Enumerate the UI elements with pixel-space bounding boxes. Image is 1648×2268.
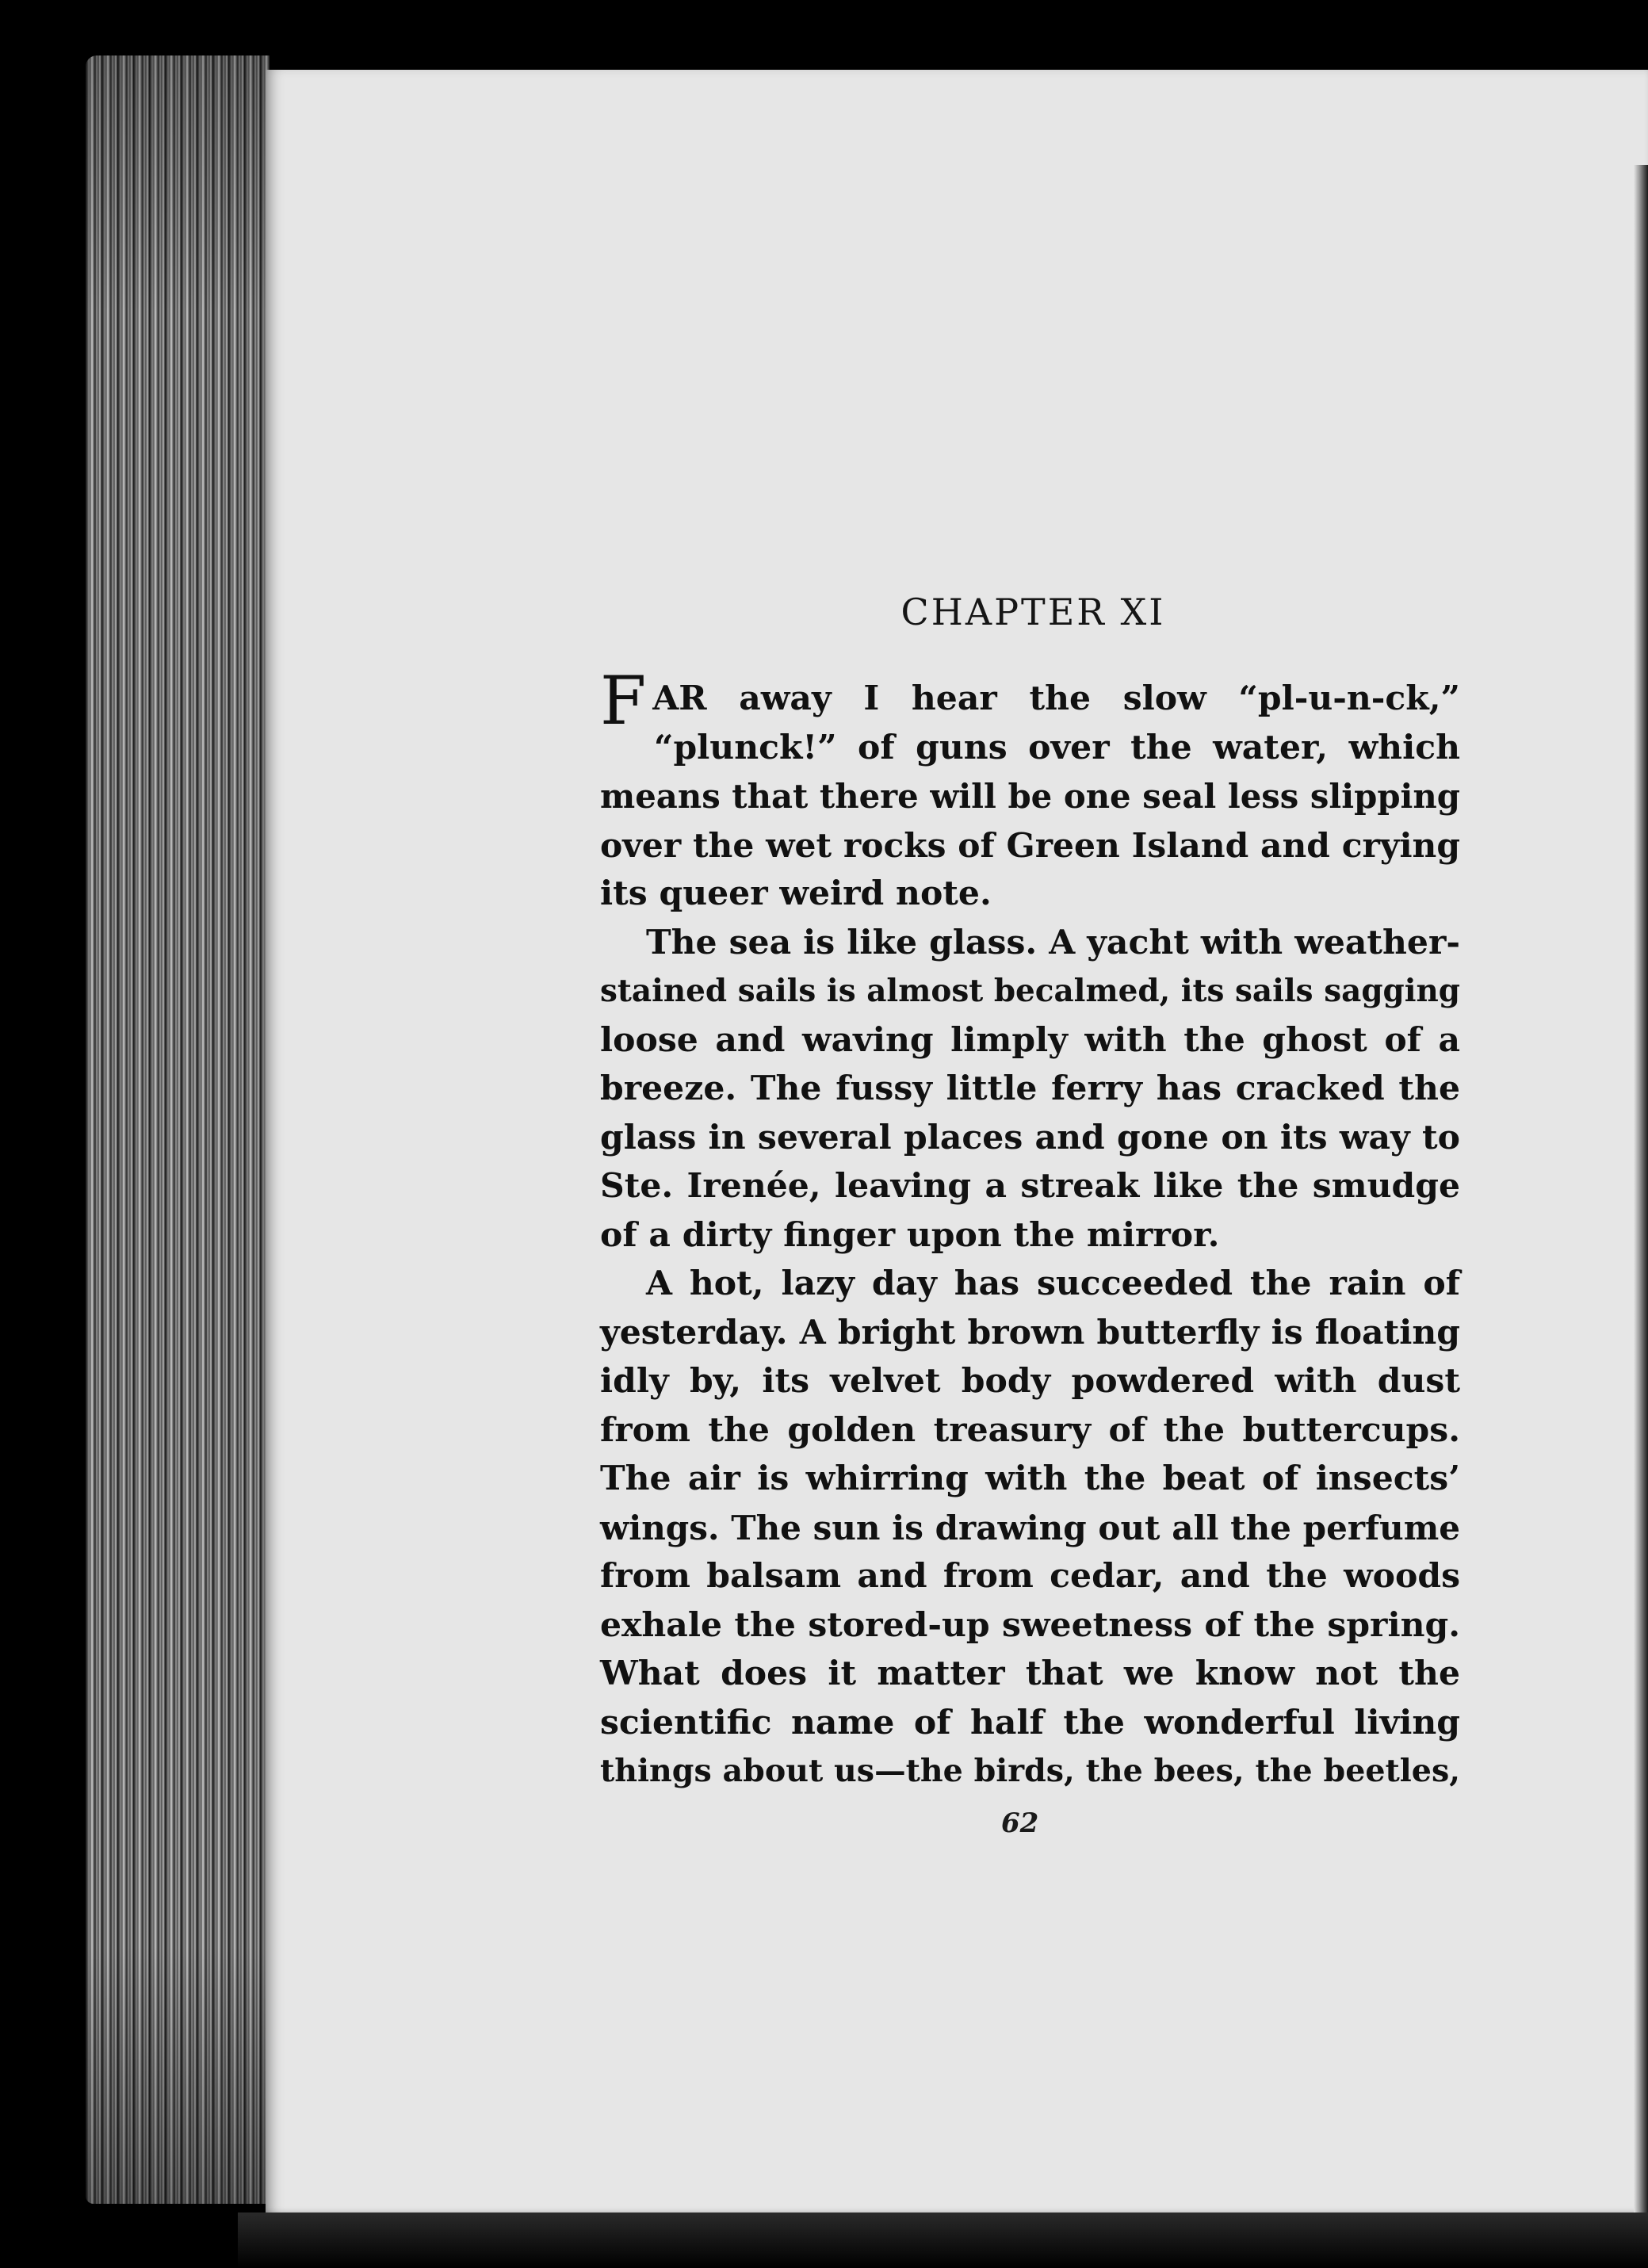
text-line: over the wet rocks of Green Island and crying [600,824,1460,865]
text-line: glass in several places and gone on its way to [600,1117,1460,1157]
text-line: A hot, lazy day has succeeded the rain of [646,1264,1460,1303]
text-line [600,662,1460,740]
text-line: stained sails is almost becalmed, its sails sagging [600,973,1460,1009]
text-line: “plunck!” of guns over the water, which [654,727,1460,767]
paragraph-3 [600,1260,1460,1796]
text-line: means that there will be one seal less slipping [600,777,1460,816]
line-text: AR away I hear the slow “pl-u-n-ck,” [652,679,1460,718]
text-line: exhale the stored-up sweetness of the spring. [600,1604,1460,1645]
chapter-title: CHAPTER XI [900,591,1166,633]
text-line: its queer weird note. [600,874,992,913]
drop-cap: F [600,662,647,740]
text-line: wings. The sun is drawing out all the perfume [600,1507,1460,1547]
paragraph-2 [600,919,1460,1260]
text-line: Ste. Irenée, leaving a streak like the smudge [600,1166,1460,1206]
page-edges [86,55,270,2204]
text-line: The sea is like glass. A yacht with weather- [646,922,1460,962]
text-line: yesterday. A bright brown butterfly is floating [600,1312,1460,1352]
text-line: idly by, its velvet body powdered with dust [600,1361,1460,1401]
text-block [600,591,1460,1796]
page-number: 62 [1001,1807,1039,1839]
text-line: of a dirty finger upon the mirror. [600,1214,1220,1255]
text-line: from balsam and from cedar, and the woods [600,1556,1460,1596]
text-line: breeze. The fussy little ferry has cracked the [600,1069,1460,1108]
text-line: loose and waving limply with the ghost of a [600,1019,1460,1060]
page-bottom-edge [238,2213,1648,2268]
paragraph-1 [600,662,1460,919]
text-line: from the golden treasury of the buttercups. [600,1409,1460,1450]
text-line: The air is whirring with the beat of insects’ [600,1459,1460,1498]
text-line: scientific name of half the wonderful living [600,1702,1460,1742]
text-line: What does it matter that we know not the [600,1654,1460,1693]
text-line: things about us—the birds, the bees, the beetles, [600,1753,1460,1789]
page-right-edge [1634,165,1648,2226]
